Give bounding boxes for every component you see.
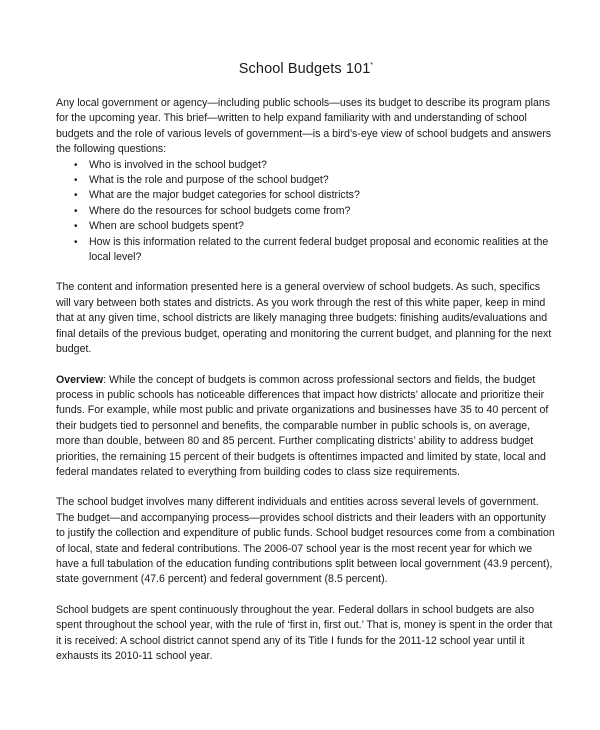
list-item	[56, 204, 556, 219]
list-item-text: How is this information related to the current federal budget proposal and economic realities at the local level?	[89, 235, 549, 264]
title-footnote-mark: *	[370, 62, 374, 70]
bullet-icon: •	[74, 236, 78, 248]
list-item-text: What are the major budget categories for school districts?	[89, 189, 360, 202]
list-item-text: Who is involved in the school budget?	[89, 158, 267, 171]
page-title	[56, 60, 556, 78]
overview-text: : While the concept of budgets is common across professional sectors and fields, the budget process in public schools has noticeable differences that impact how districts’ allocate and prioritize their funds. For example, while most public and private organizations and businesses have 35 to 40 percent of their budgets tied to personnel and benefits, the comparable number in public schools is, on average, more than double, between 80 and 85 percent. Further complicating districts’ ability to address budget priorities, the remaining 15 percent of their budgets is oftentimes impacted and limited by state, local and federal mandates related to everything from building codes to class size requirements.	[56, 373, 549, 478]
page-title-text: School Budgets 101	[238, 61, 371, 77]
list-item	[56, 188, 556, 203]
document-body	[56, 60, 556, 679]
questions-list	[56, 158, 556, 266]
content-paragraph: The content and information presented here is a general overview of school budgets. As such, specifics will vary between both states and districts. As you work through the rest of this white paper, keep in mind that at any given time, school districts are likely managing three budgets: finishing audits/evaluations and final details of the previous budget, operating and monitoring the current budget, and planning for the next budget.	[56, 281, 552, 356]
bullet-icon: •	[74, 175, 78, 187]
bullet-icon: •	[74, 221, 78, 233]
list-item-text: When are school budgets spent?	[89, 220, 244, 233]
intro-paragraph: Any local government or agency—including public schools—uses its budget to describe its program plans for the upcoming year. This brief—written to help expand familiarity with and understanding of school budgets and the role of various levels of government—is a bird’s-eye view of school budgets and answers the following questions:	[56, 97, 552, 156]
bullet-icon: •	[74, 190, 78, 202]
overview-label: Overview	[56, 373, 104, 386]
bullet-icon: •	[74, 205, 78, 217]
list-item	[56, 158, 556, 173]
bullet-icon: •	[74, 159, 78, 171]
list-item	[56, 173, 556, 188]
involves-paragraph: The school budget involves many different individuals and entities across several levels of government. The budget—and accompanying process—provides school districts and their leaders with an opportunity to justify the collection and expenditure of public funds. School budget resources come from a combination of local, state and federal contributions. The 2006-07 school year is the most recent year for which we have a full tabulation of the education funding contributions split between local government (43.9 percent), state government (47.6 percent) and federal government (8.5 percent).	[56, 496, 555, 586]
overview-paragraph	[56, 373, 556, 481]
list-item-text: What is the role and purpose of the school budget?	[89, 174, 329, 187]
list-item	[56, 219, 556, 234]
spending-paragraph: School budgets are spent continuously throughout the year. Federal dollars in school budgets are also spent throughout the school year, with the rule of ‘first in, first out.’ That is, money is spent in the order that it is received: A school district cannot spend any of its Title I funds for the 2011-12 school year until it exhausts its 2010-11 school year.	[56, 603, 553, 662]
list-item-text: Where do the resources for school budgets come from?	[89, 204, 351, 217]
list-item	[56, 235, 556, 266]
